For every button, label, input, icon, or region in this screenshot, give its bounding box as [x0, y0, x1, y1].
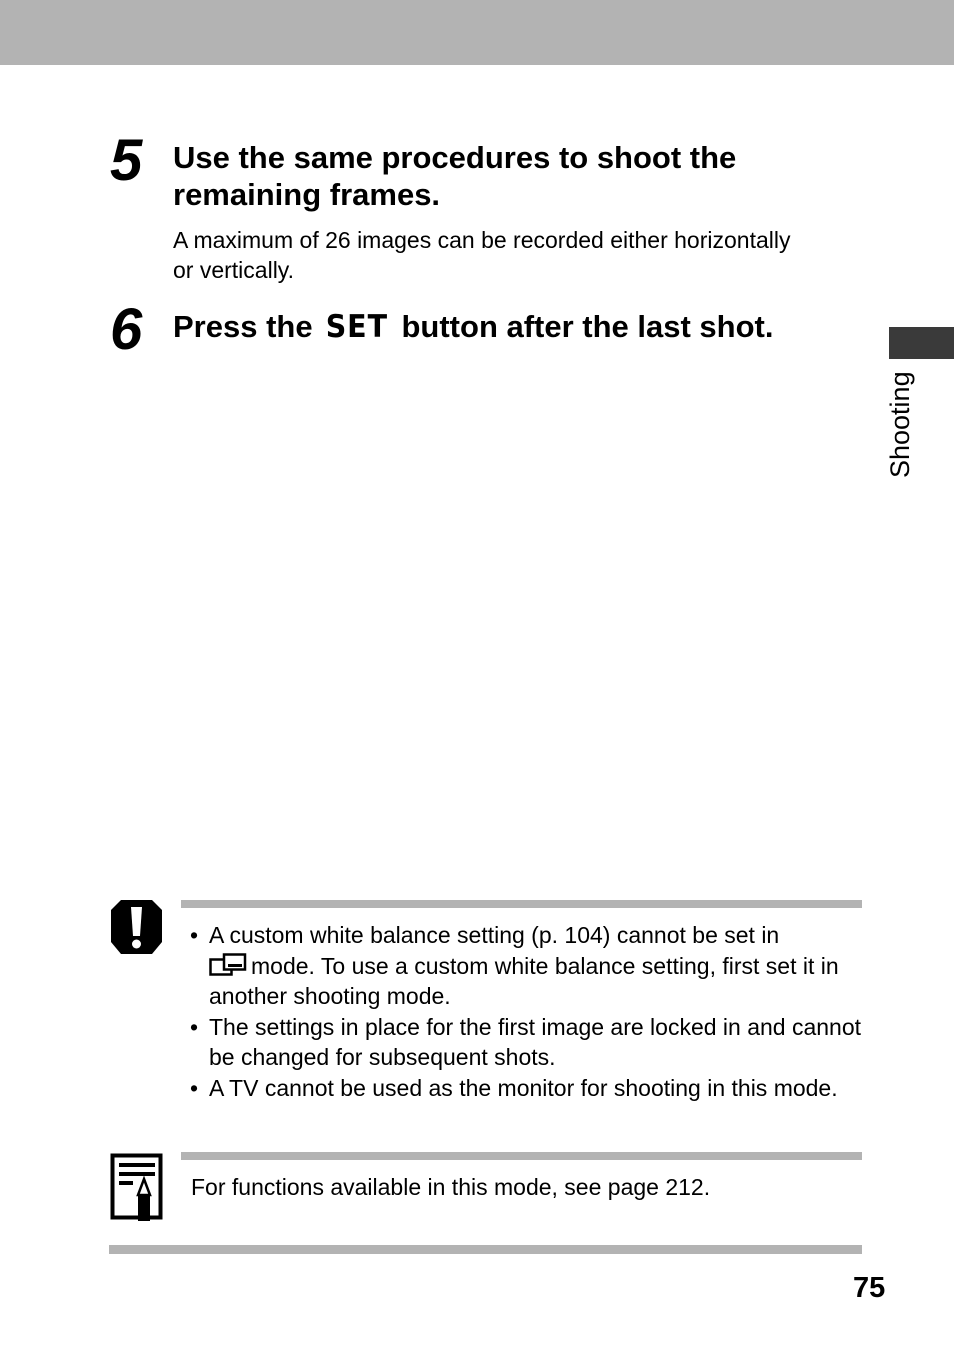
step-6-heading-before: Press the: [173, 309, 313, 344]
caution-item-1-rest: mode. To use a custom white balance setting, first set it in another shooting mode.: [209, 952, 839, 1010]
stitch-assist-icon: [209, 953, 247, 977]
step-number-6: [108, 299, 160, 359]
section-tab-marker: [889, 327, 954, 359]
caution-top-rule: [181, 900, 862, 908]
caution-item: • A TV cannot be used as the monitor for shooting in this mode.: [190, 1073, 870, 1104]
page-number: 75: [853, 1272, 886, 1304]
caution-item: • The settings in place for the first image are locked in and cannot be changed for subsequent shots.: [190, 1012, 870, 1073]
step-number-5: [108, 130, 160, 190]
memo-pencil-icon: [110, 1153, 164, 1223]
header-bar: [0, 0, 954, 65]
step-6-digit: 6: [110, 299, 143, 359]
bottom-rule: [109, 1245, 862, 1254]
caution-item: [190, 920, 870, 1012]
step-6-heading-after: button after the last shot.: [401, 309, 774, 344]
step-5-heading: Use the same procedures to shoot the remaining frames.: [173, 140, 737, 212]
step-5-digit: 5: [110, 130, 143, 190]
set-button-label: SET: [325, 309, 389, 345]
memo-text: For functions available in this mode, see page 212.: [191, 1174, 711, 1200]
caution-exclamation-icon: [109, 898, 164, 956]
step-5-body: A maximum of 26 images can be recorded either horizontally or vertically.: [173, 227, 791, 283]
caution-item-1-start: A custom white balance setting (p. 104) cannot be set in: [209, 922, 780, 948]
caution-list: [190, 920, 870, 1104]
memo-top-rule: [181, 1152, 862, 1160]
section-tab-label: Shooting: [885, 371, 915, 478]
step-6-heading: [173, 308, 833, 346]
